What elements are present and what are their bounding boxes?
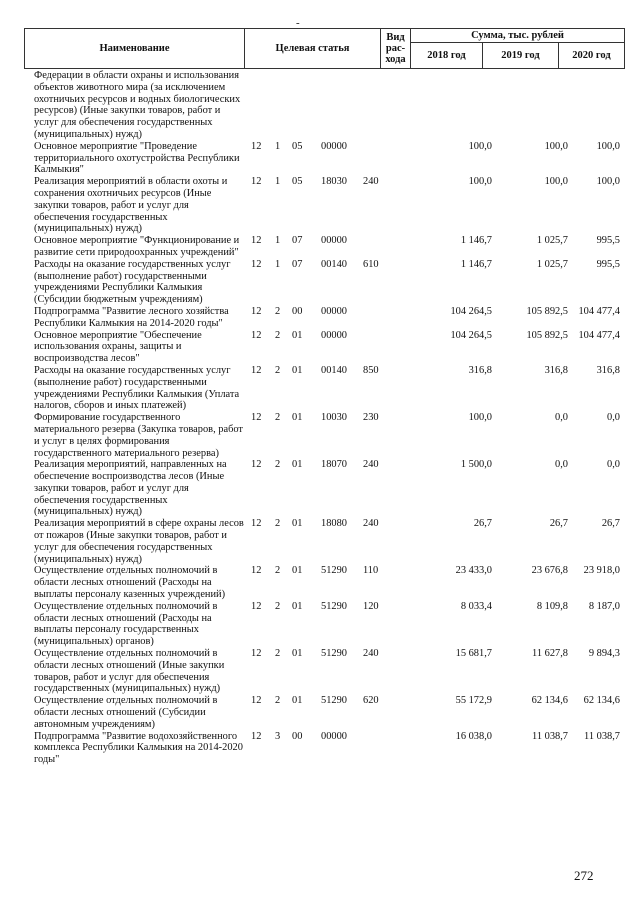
row-measure-code: 00 (292, 730, 303, 742)
row-expense-kind: 610 (363, 258, 379, 270)
row-amount-2019: 62 134,6 (531, 695, 568, 707)
row-measure-code: 01 (292, 565, 303, 577)
table-row (24, 459, 624, 518)
row-amount-2019: 1 025,7 (536, 258, 568, 270)
table-row (24, 518, 624, 565)
row-amount-2020: 104 477,4 (578, 329, 620, 341)
row-direction-code: 18070 (321, 459, 347, 471)
row-name: Осуществление отдельных полномочий в области лесных отношений (Иные закупки товаров, работ и услуг для обеспечения государственных (муниципальных) нужд) (34, 648, 225, 695)
row-amount-2020: 0,0 (607, 459, 620, 471)
header-expense-kind: Вид рас-хода (381, 29, 411, 69)
row-amount-2020: 104 477,4 (578, 305, 620, 317)
row-name: Реализация мероприятий, направленных на обеспечение воспроизводства лесов (Иные закупки товаров, работ и услуг для обеспечения государственных (муниципальных) нужд) (34, 459, 227, 518)
row-subprogram-code: 1 (275, 258, 281, 270)
row-measure-code: 07 (292, 258, 303, 270)
row-program-code: 12 (251, 140, 262, 152)
row-name: Федерации в области охраны и использования объектов животного мира (за исключением охотничьих ресурсов и водных биологических ресурсов) (Иные закупки товаров, работ и услуг для обеспечения государственных (муниципальных) нужд) (34, 70, 241, 140)
row-expense-kind: 240 (363, 459, 379, 471)
row-amount-2019: 0,0 (555, 459, 568, 471)
row-name: Подпрограмма "Развитие лесного хозяйства Республики Калмыкия на 2014-2020 годы" (34, 305, 229, 329)
table-row (24, 731, 624, 766)
row-amount-2018: 16 038,0 (455, 730, 492, 742)
header-2020: 2020 год (559, 43, 625, 69)
row-expense-kind: 230 (363, 412, 379, 424)
row-program-code: 12 (251, 600, 262, 612)
row-subprogram-code: 2 (275, 412, 281, 424)
header-sum: Сумма, тыс. рублей (411, 29, 625, 43)
row-subprogram-code: 2 (275, 600, 281, 612)
row-program-code: 12 (251, 364, 262, 376)
row-measure-code: 01 (292, 600, 303, 612)
table-body (24, 70, 624, 766)
table-row (24, 70, 624, 141)
row-measure-code: 05 (292, 140, 303, 152)
row-name: Осуществление отдельных полномочий в области лесных отношений (Субсидии автономным учреждениям) (34, 695, 218, 730)
page-number: 272 (574, 868, 594, 883)
row-subprogram-code: 2 (275, 565, 281, 577)
table-row (24, 306, 624, 330)
row-amount-2019: 105 892,5 (526, 329, 568, 341)
row-amount-2020: 9 894,3 (588, 648, 620, 660)
row-amount-2019: 316,8 (544, 364, 568, 376)
row-measure-code: 01 (292, 329, 303, 341)
row-program-code: 12 (251, 258, 262, 270)
row-amount-2018: 100,0 (468, 176, 492, 188)
row-amount-2018: 55 172,9 (455, 695, 492, 707)
row-direction-code: 18030 (321, 176, 347, 188)
row-program-code: 12 (251, 235, 262, 247)
row-amount-2018: 26,7 (473, 518, 492, 530)
row-amount-2020: 62 134,6 (583, 695, 620, 707)
row-amount-2019: 8 109,8 (536, 600, 568, 612)
row-program-code: 12 (251, 648, 262, 660)
row-name: Осуществление отдельных полномочий в области лесных отношений (Расходы на выплаты персоналу государственных (муниципальных) органов) (34, 600, 218, 648)
row-measure-code: 01 (292, 364, 303, 376)
row-subprogram-code: 1 (275, 176, 281, 188)
row-direction-code: 00000 (321, 329, 347, 341)
row-direction-code: 00000 (321, 235, 347, 247)
header-2019: 2019 год (483, 43, 559, 69)
row-expense-kind: 240 (363, 176, 379, 188)
row-amount-2018: 316,8 (468, 364, 492, 376)
row-amount-2020: 26,7 (601, 518, 620, 530)
row-amount-2018: 104 264,5 (450, 305, 492, 317)
table-row (24, 601, 624, 648)
row-amount-2019: 100,0 (544, 140, 568, 152)
table-row (24, 648, 624, 695)
row-program-code: 12 (251, 329, 262, 341)
row-expense-kind: 620 (363, 695, 379, 707)
row-amount-2019: 23 676,8 (531, 565, 568, 577)
row-direction-code: 51290 (321, 565, 347, 577)
row-amount-2020: 995,5 (596, 235, 620, 247)
row-subprogram-code: 2 (275, 518, 281, 530)
row-amount-2020: 316,8 (596, 364, 620, 376)
header-name: Наименование (25, 29, 245, 69)
row-subprogram-code: 1 (275, 235, 281, 247)
row-amount-2018: 15 681,7 (455, 648, 492, 660)
row-amount-2020: 11 038,7 (584, 730, 620, 742)
row-amount-2020: 23 918,0 (583, 565, 620, 577)
row-measure-code: 00 (292, 305, 303, 317)
table-row (24, 330, 624, 365)
row-amount-2018: 100,0 (468, 412, 492, 424)
table-row (24, 412, 624, 459)
row-program-code: 12 (251, 695, 262, 707)
row-measure-code: 01 (292, 695, 303, 707)
row-measure-code: 01 (292, 648, 303, 660)
row-amount-2018: 1 146,7 (460, 235, 492, 247)
row-name: Основное мероприятие "Проведение территориального охотустройства Республики Калмыкия" (34, 140, 240, 176)
row-amount-2018: 23 433,0 (455, 565, 492, 577)
row-name: Формирование государственного материального резерва (Закупка товаров, работ и услуг в целях формирования государственного материального резерва) (34, 412, 243, 459)
row-name: Расходы на оказание государственных услуг (выполнение работ) государственными учреждениями Республики Калмыкия (Уплата налогов, сборов и иных платежей) (34, 364, 240, 412)
row-program-code: 12 (251, 412, 262, 424)
table-row (24, 259, 624, 306)
row-amount-2019: 11 627,8 (532, 648, 568, 660)
row-measure-code: 07 (292, 235, 303, 247)
row-subprogram-code: 3 (275, 730, 281, 742)
table-row (24, 176, 624, 235)
row-amount-2019: 0,0 (555, 412, 568, 424)
row-program-code: 12 (251, 565, 262, 577)
row-amount-2019: 1 025,7 (536, 235, 568, 247)
table-header (24, 28, 625, 69)
row-amount-2018: 104 264,5 (450, 329, 492, 341)
row-subprogram-code: 2 (275, 459, 281, 471)
row-subprogram-code: 2 (275, 695, 281, 707)
table-row (24, 565, 624, 600)
row-amount-2018: 8 033,4 (460, 600, 492, 612)
table-row (24, 235, 624, 259)
table-row (24, 141, 624, 176)
header-2018: 2018 год (411, 43, 483, 69)
row-direction-code: 00140 (321, 364, 347, 376)
row-subprogram-code: 2 (275, 648, 281, 660)
row-amount-2020: 0,0 (607, 412, 620, 424)
row-program-code: 12 (251, 176, 262, 188)
row-amount-2018: 1 146,7 (460, 258, 492, 270)
row-direction-code: 51290 (321, 600, 347, 612)
row-name: Реализация мероприятий в сфере охраны лесов от пожаров (Иные закупки товаров, работ и услуг для обеспечения государственных (муниципальных) нужд) (34, 518, 244, 565)
row-name: Подпрограмма "Развитие водохозяйственного комплекса Республики Калмыкия на 2014-2020 годы" (34, 730, 243, 766)
row-measure-code: 01 (292, 459, 303, 471)
header-target-article: Целевая статья (245, 29, 381, 69)
row-measure-code: 01 (292, 412, 303, 424)
table-row (24, 695, 624, 730)
row-name: Расходы на оказание государственных услуг (выполнение работ) государственными учреждениями Республики Калмыкия (Субсидии бюджетным учреждениям) (34, 258, 231, 306)
row-amount-2018: 100,0 (468, 140, 492, 152)
row-subprogram-code: 2 (275, 329, 281, 341)
row-amount-2019: 100,0 (544, 176, 568, 188)
row-program-code: 12 (251, 518, 262, 530)
row-subprogram-code: 2 (275, 364, 281, 376)
row-name: Основное мероприятие "Функционирование и развитие сети природоохранных учреждений" (34, 235, 240, 258)
row-measure-code: 01 (292, 518, 303, 530)
row-name: Осуществление отдельных полномочий в области лесных отношений (Расходы на выплаты персоналу казенных учреждений) (34, 565, 226, 601)
row-expense-kind: 110 (363, 565, 379, 577)
row-name: Основное мероприятие "Обеспечение использования охраны, защиты и воспроизводства лесов" (34, 329, 202, 365)
row-amount-2020: 995,5 (596, 258, 620, 270)
row-subprogram-code: 1 (275, 140, 281, 152)
row-direction-code: 00140 (321, 258, 347, 270)
row-program-code: 12 (251, 305, 262, 317)
row-amount-2020: 100,0 (596, 176, 620, 188)
row-direction-code: 51290 (321, 648, 347, 660)
row-direction-code: 18080 (321, 518, 347, 530)
table-row (24, 365, 624, 412)
row-direction-code: 00000 (321, 140, 347, 152)
row-amount-2018: 1 500,0 (460, 459, 492, 471)
row-direction-code: 51290 (321, 695, 347, 707)
row-measure-code: 05 (292, 176, 303, 188)
row-amount-2020: 8 187,0 (588, 600, 620, 612)
row-expense-kind: 120 (363, 600, 379, 612)
row-subprogram-code: 2 (275, 305, 281, 317)
row-amount-2020: 100,0 (596, 140, 620, 152)
row-expense-kind: 240 (363, 648, 379, 660)
row-direction-code: 00000 (321, 305, 347, 317)
row-amount-2019: 105 892,5 (526, 305, 568, 317)
row-program-code: 12 (251, 730, 262, 742)
row-direction-code: 00000 (321, 730, 347, 742)
row-amount-2019: 11 038,7 (532, 730, 568, 742)
row-name: Реализация мероприятий в области охоты и сохранения охотничьих ресурсов (Иные закупки товаров, работ и услуг для обеспечения государственных (муниципальных) нужд) (34, 176, 228, 235)
row-expense-kind: 240 (363, 518, 379, 530)
page-mark: - (296, 17, 300, 29)
row-amount-2019: 26,7 (549, 518, 568, 530)
row-program-code: 12 (251, 459, 262, 471)
row-direction-code: 10030 (321, 412, 347, 424)
row-expense-kind: 850 (363, 364, 379, 376)
